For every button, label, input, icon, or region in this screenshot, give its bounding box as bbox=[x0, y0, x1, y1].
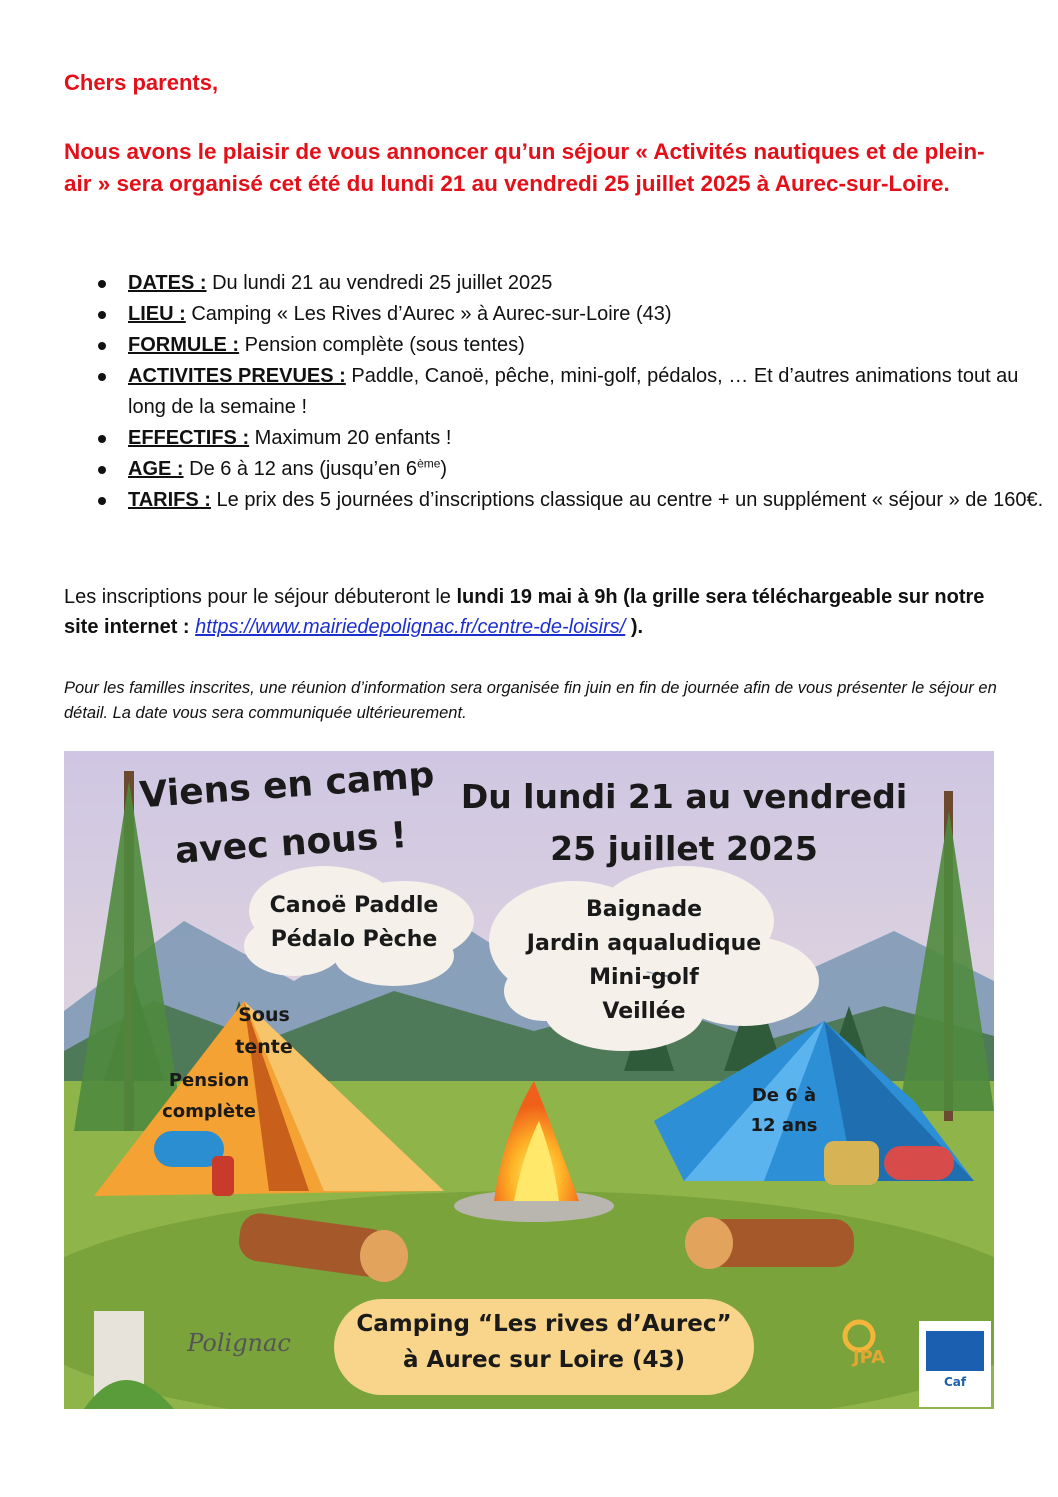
camp-poster bbox=[64, 751, 994, 1409]
caf-logo: Caf bbox=[943, 1375, 967, 1389]
list-item-age: AGE : De 6 à 12 ans (jusqu’en 6ème) bbox=[128, 454, 1048, 485]
website-link[interactable]: https://www.mairiedepolignac.fr/centre-de-loisirs/ bbox=[195, 616, 626, 638]
list-item-lieu: LIEU : Camping « Les Rives d’Aurec » à Aurec-sur-Loire (43) bbox=[128, 299, 1048, 330]
registration-paragraph: Les inscriptions pour le séjour débuteront le lundi 19 mai à 9h (la grille sera téléchargeable sur notre site internet : https://www.mairiedepolignac.fr/centre-de-loisirs/ ). bbox=[64, 586, 985, 638]
poster-age-label: De 6 à 12 ans bbox=[750, 1085, 818, 1136]
list-item-tarifs: TARIFS : Le prix des 5 journées d’inscriptions classique au centre + un supplément « séjour » de 160€. bbox=[128, 485, 1048, 516]
jpa-logo: JPA bbox=[852, 1347, 886, 1368]
intro-paragraph: Nous avons le plaisir de vous annoncer qu’un séjour « Activités nautiques et de plein-air » sera organisé cet été du lundi 21 au vendredi 25 juillet 2025 à Aurec-sur-Loire. bbox=[64, 139, 985, 196]
polignac-logo: Polignac bbox=[187, 1329, 291, 1357]
list-item-dates: DATES : Du lundi 21 au vendredi 25 juillet 2025 bbox=[128, 268, 1048, 299]
poster-pension-label: Pension complète bbox=[162, 1070, 256, 1122]
list-item-formule: FORMULE : Pension complète (sous tentes) bbox=[128, 330, 1048, 361]
poster-dates: Du lundi 21 au vendredi 25 juillet 2025 bbox=[460, 777, 908, 868]
poster-cloud-left: Canoë Paddle Pédalo Pèche bbox=[269, 893, 439, 952]
list-item-effectifs: EFFECTIFS : Maximum 20 enfants ! bbox=[128, 423, 1048, 454]
poster-cloud-right: Baignade Jardin aqualudique Mini-golf Veillée bbox=[526, 897, 762, 1024]
greeting: Chers parents, bbox=[64, 70, 219, 95]
list-item-activites: ACTIVITES PREVUES : Paddle, Canoë, pêche, mini-golf, pédalos, … Et d’autres animations tout au long de la semaine ! bbox=[128, 361, 1048, 423]
info-list bbox=[64, 268, 1048, 516]
poster-tent-label: Sous tente bbox=[235, 1004, 293, 1058]
poster-headline: Viens en camp avec nous ! bbox=[138, 754, 436, 872]
poster-location-banner: Camping “Les rives d’Aurec” à Aurec sur Loire (43) bbox=[356, 1311, 732, 1373]
information-note: Pour les familles inscrites, une réunion d’information sera organisée fin juin en fin de journée afin de vous présenter le séjour en détail. La date vous sera communiquée ultérieurement. bbox=[64, 679, 997, 722]
